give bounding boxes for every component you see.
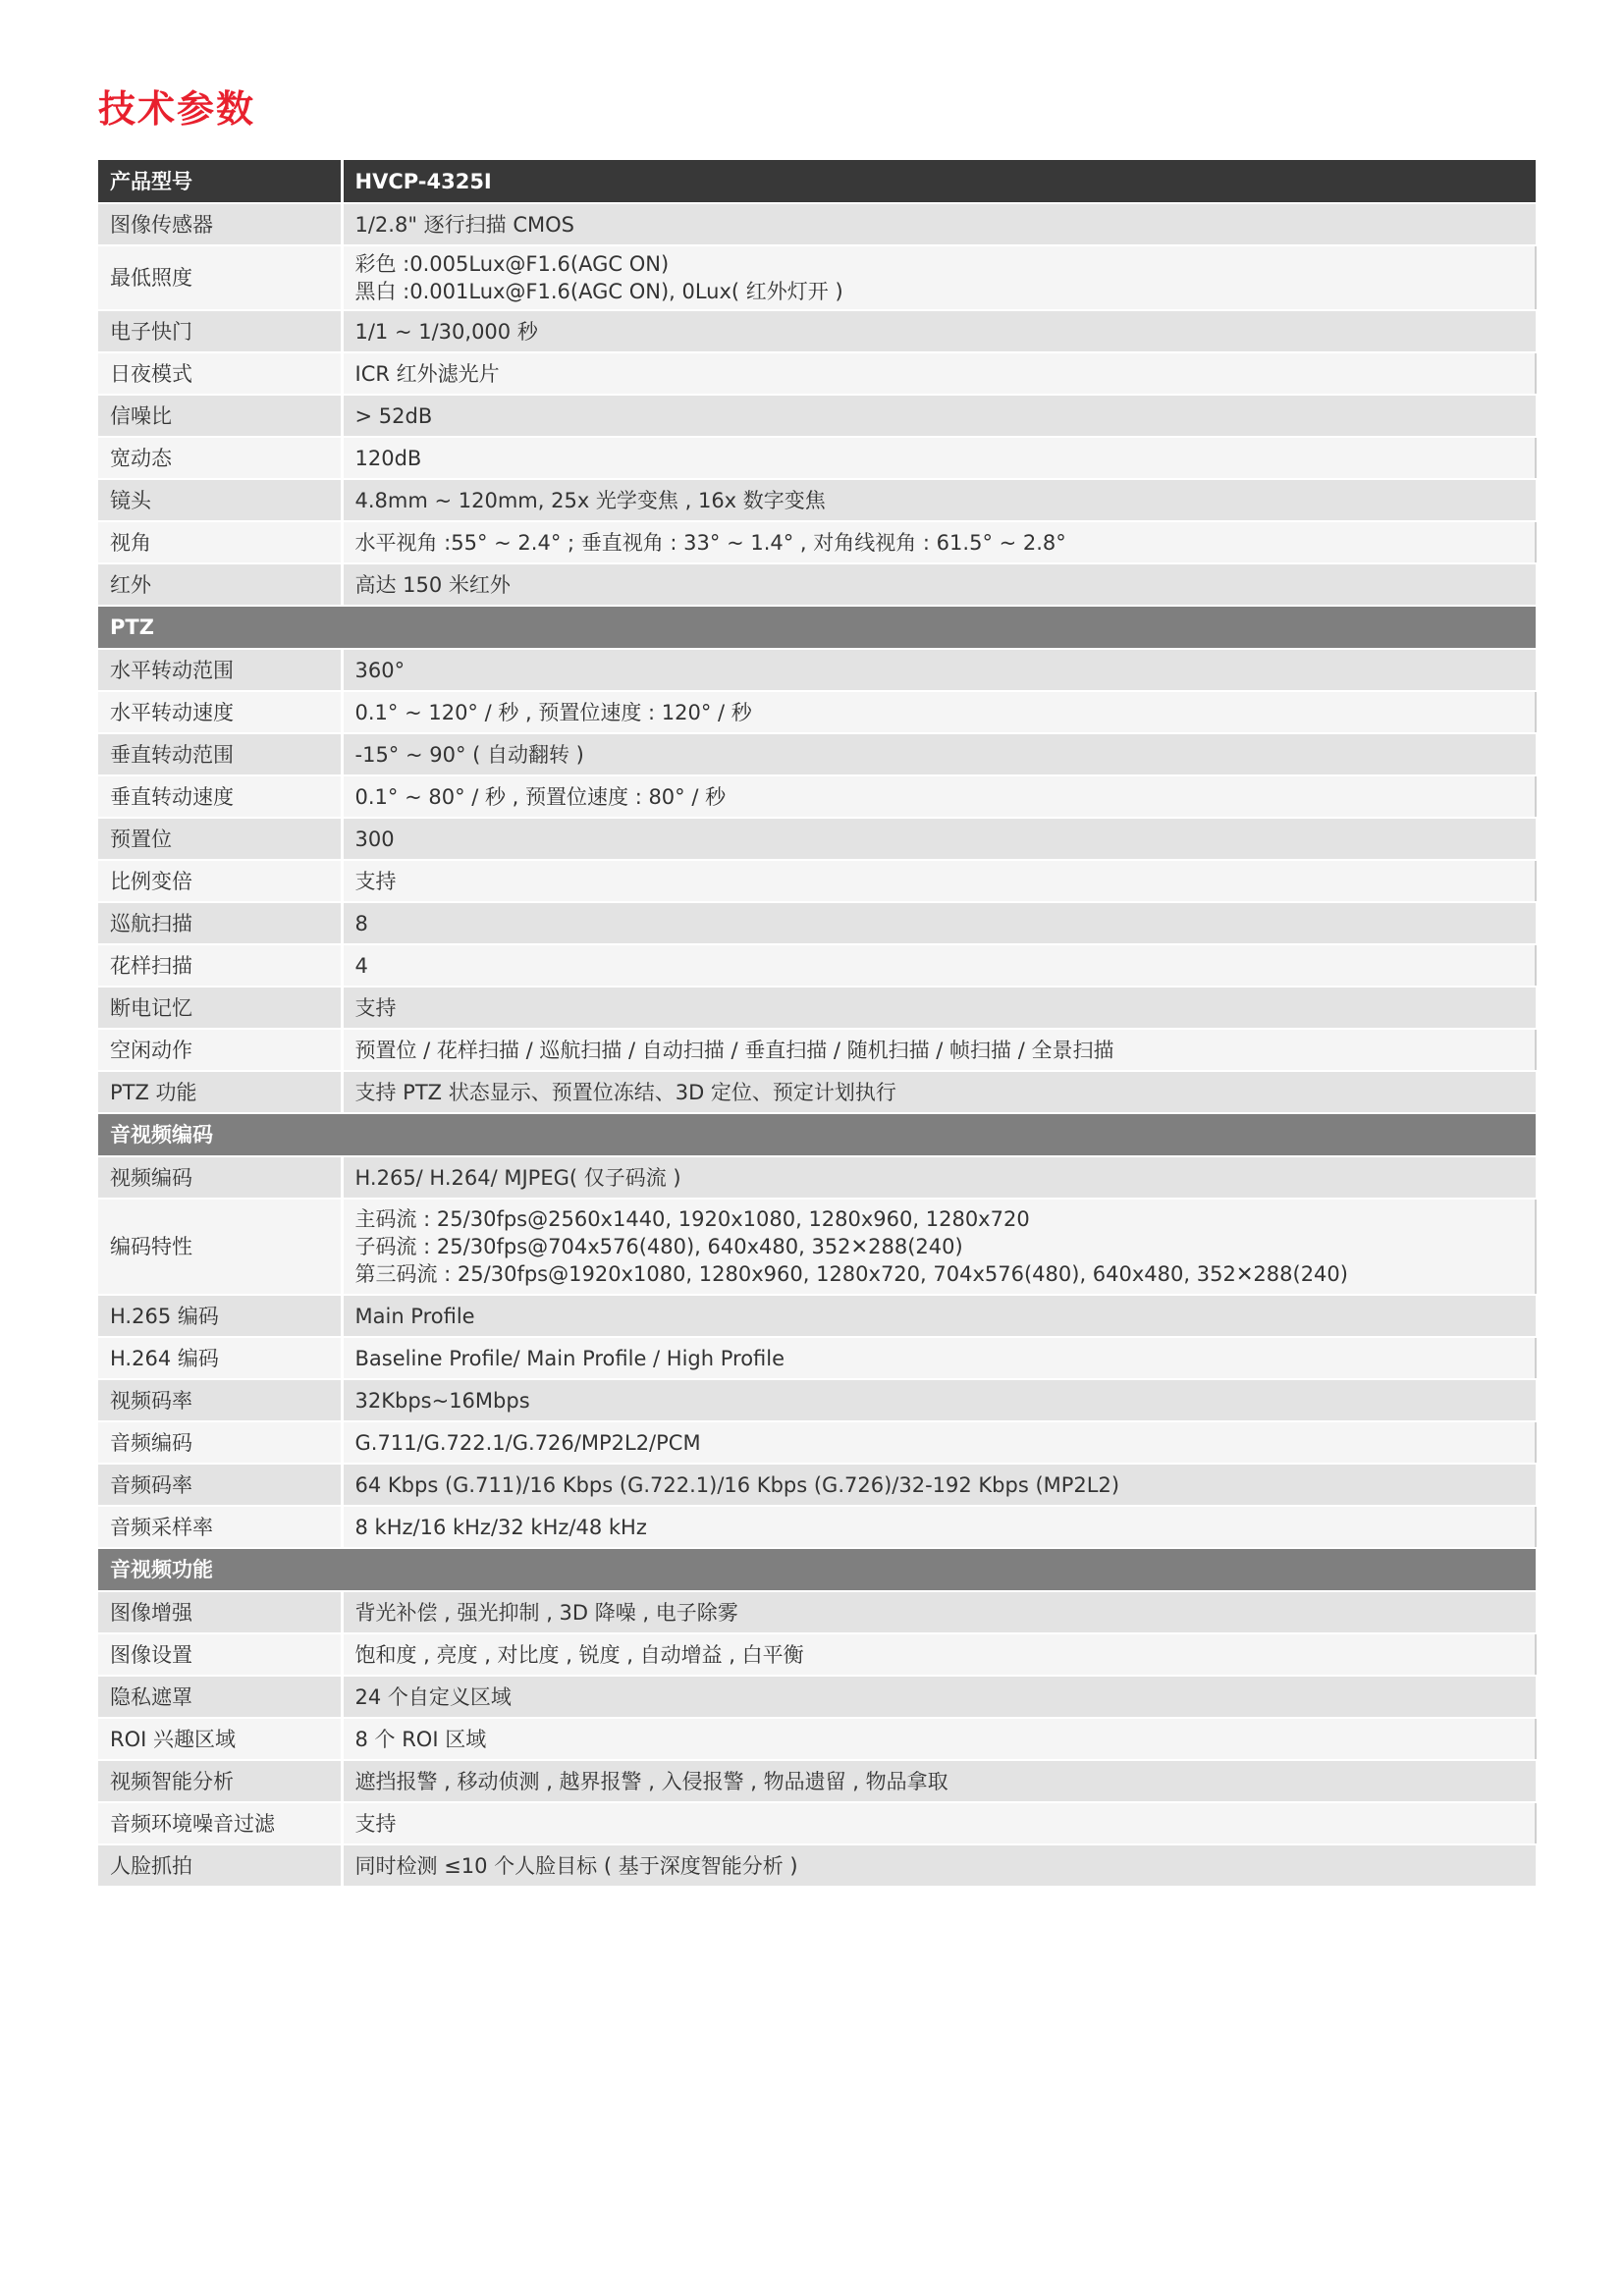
spec-value-line: 300 — [354, 827, 395, 851]
spec-value-line: G.711/G.722.1/G.726/MP2L2/PCM — [354, 1430, 701, 1455]
spec-value — [342, 649, 1536, 691]
spec-value — [342, 1421, 1536, 1464]
spec-label: 视频智能分析 — [98, 1760, 342, 1802]
table-row — [98, 649, 1536, 691]
spec-label: 水平转动速度 — [98, 691, 342, 733]
table-row — [98, 944, 1536, 987]
spec-label: 编码特性 — [98, 1199, 342, 1295]
spec-label: 电子快门 — [98, 310, 342, 352]
table-row — [98, 1844, 1536, 1887]
spec-label: H.264 编码 — [98, 1337, 342, 1379]
spec-value — [342, 1071, 1536, 1113]
spec-label: 红外 — [98, 563, 342, 606]
table-row — [98, 902, 1536, 944]
spec-value — [342, 818, 1536, 860]
spec-value-line: 360° — [354, 658, 406, 682]
table-row — [98, 733, 1536, 775]
spec-value — [342, 1506, 1536, 1548]
spec-label: 预置位 — [98, 818, 342, 860]
spec-label: 镜头 — [98, 479, 342, 521]
table-row — [98, 1029, 1536, 1071]
spec-value-line: 遮挡报警 , 移动侦测 , 越界报警 , 入侵报警 , 物品遗留 , 物品拿取 — [354, 1769, 948, 1793]
spec-value — [342, 479, 1536, 521]
spec-value-line: 黑白 :0.001Lux@F1.6(AGC ON), 0Lux( 红外灯开 ) — [354, 280, 843, 303]
table-row — [98, 563, 1536, 606]
spec-value-line: > 52dB — [354, 403, 433, 428]
spec-value — [342, 352, 1536, 395]
spec-value-line: 第三码流 : 25/30fps@1920x1080, 1280x960, 1280x720, 704x576(480), 640x480, 352✕288(240) — [354, 1262, 1348, 1286]
spec-label: 音频环境噪音过滤 — [98, 1802, 342, 1844]
spec-label: 空闲动作 — [98, 1029, 342, 1071]
page-title: 技术参数 — [98, 87, 256, 131]
table-row — [98, 1633, 1536, 1676]
spec-value-line: -15° ~ 90° ( 自动翻转 ) — [354, 742, 584, 767]
spec-value-line: 8 个 ROI 区域 — [354, 1727, 487, 1751]
spec-value — [342, 987, 1536, 1029]
table-row — [98, 1156, 1536, 1199]
spec-label: PTZ 功能 — [98, 1071, 342, 1113]
spec-label: 断电记忆 — [98, 987, 342, 1029]
spec-value-line: 24 个自定义区域 — [354, 1684, 512, 1709]
spec-label: 水平转动范围 — [98, 649, 342, 691]
spec-value — [342, 1337, 1536, 1379]
spec-label: 图像增强 — [98, 1591, 342, 1633]
spec-value-line: 支持 — [354, 869, 397, 893]
spec-value — [342, 902, 1536, 944]
section-header-row — [98, 606, 1536, 649]
table-row — [98, 818, 1536, 860]
spec-value-line: 彩色 :0.005Lux@F1.6(AGC ON) — [354, 252, 670, 276]
spec-label: 图像设置 — [98, 1633, 342, 1676]
spec-label: 音频采样率 — [98, 1506, 342, 1548]
spec-label: 音频编码 — [98, 1421, 342, 1464]
spec-value — [342, 1718, 1536, 1760]
table-row — [98, 1591, 1536, 1633]
spec-value-line: 8 kHz/16 kHz/32 kHz/48 kHz — [354, 1515, 647, 1539]
spec-label: 人脸抓拍 — [98, 1844, 342, 1887]
spec-value-line: 1/2.8" 逐行扫描 CMOS — [354, 212, 574, 237]
table-row — [98, 1199, 1536, 1295]
table-row — [98, 245, 1536, 310]
table-row — [98, 479, 1536, 521]
spec-value-line: 背光补偿 , 强光抑制 , 3D 降噪 , 电子除雾 — [354, 1600, 738, 1625]
table-row — [98, 1295, 1536, 1337]
spec-table-body — [98, 160, 1536, 1887]
spec-value-line: 主码流 : 25/30fps@2560x1440, 1920x1080, 1280x960, 1280x720 — [354, 1207, 1030, 1231]
spec-value — [342, 860, 1536, 902]
spec-label: 巡航扫描 — [98, 902, 342, 944]
spec-value — [342, 1156, 1536, 1199]
spec-label: 音频码率 — [98, 1464, 342, 1506]
spec-value-line: 饱和度 , 亮度 , 对比度 , 锐度 , 自动增益 , 白平衡 — [354, 1642, 804, 1667]
spec-value — [342, 1844, 1536, 1887]
table-row — [98, 1760, 1536, 1802]
spec-label: 宽动态 — [98, 437, 342, 479]
spec-value — [342, 1295, 1536, 1337]
spec-label: 图像传感器 — [98, 203, 342, 245]
spec-value — [342, 395, 1536, 437]
spec-value-line: 1/1 ~ 1/30,000 秒 — [354, 319, 538, 344]
table-row — [98, 395, 1536, 437]
spec-value-line: 支持 PTZ 状态显示、预置位冻结、3D 定位、预定计划执行 — [354, 1080, 896, 1104]
table-row — [98, 352, 1536, 395]
spec-value — [342, 1464, 1536, 1506]
spec-value-line: 子码流 : 25/30fps@704x576(480), 640x480, 352✕288(240) — [354, 1235, 963, 1258]
spec-value-line: 4 — [354, 953, 368, 978]
table-row — [98, 203, 1536, 245]
table-row — [98, 1676, 1536, 1718]
spec-value-line: 支持 — [354, 1811, 397, 1836]
spec-value — [342, 310, 1536, 352]
spec-label: 比例变倍 — [98, 860, 342, 902]
table-header-row — [98, 160, 1536, 203]
spec-value — [342, 245, 1536, 310]
table-row — [98, 1506, 1536, 1548]
section-title: PTZ — [98, 606, 1536, 649]
spec-value — [342, 563, 1536, 606]
section-title: 音视频功能 — [98, 1548, 1536, 1591]
table-row — [98, 1718, 1536, 1760]
spec-value-line: 0.1° ~ 120° / 秒 , 预置位速度 : 120° / 秒 — [354, 700, 752, 724]
spec-value — [342, 1379, 1536, 1421]
spec-label: 最低照度 — [98, 245, 342, 310]
table-row — [98, 860, 1536, 902]
spec-label: H.265 编码 — [98, 1295, 342, 1337]
spec-label: 视角 — [98, 521, 342, 563]
spec-label: 垂直转动速度 — [98, 775, 342, 818]
table-row — [98, 775, 1536, 818]
table-row — [98, 1464, 1536, 1506]
spec-label: 花样扫描 — [98, 944, 342, 987]
table-row — [98, 1421, 1536, 1464]
table-row — [98, 1071, 1536, 1113]
spec-value — [342, 944, 1536, 987]
spec-label: 信噪比 — [98, 395, 342, 437]
section-header-row — [98, 1113, 1536, 1156]
table-row — [98, 987, 1536, 1029]
spec-value — [342, 775, 1536, 818]
table-row — [98, 310, 1536, 352]
section-title: 音视频编码 — [98, 1113, 1536, 1156]
spec-value — [342, 1591, 1536, 1633]
table-row — [98, 1379, 1536, 1421]
spec-value-line: Main Profile — [354, 1304, 475, 1328]
spec-value-line: 0.1° ~ 80° / 秒 , 预置位速度 : 80° / 秒 — [354, 784, 727, 809]
spec-value — [342, 1199, 1536, 1295]
section-header-row — [98, 1548, 1536, 1591]
spec-label: 隐私遮罩 — [98, 1676, 342, 1718]
spec-label: 垂直转动范围 — [98, 733, 342, 775]
spec-value-line: 32Kbps~16Mbps — [354, 1388, 530, 1413]
header-value: HVCP-4325I — [342, 160, 1536, 203]
table-row — [98, 1337, 1536, 1379]
spec-label: 日夜模式 — [98, 352, 342, 395]
table-row — [98, 691, 1536, 733]
spec-label: 视频编码 — [98, 1156, 342, 1199]
table-row — [98, 1802, 1536, 1844]
spec-value-line: H.265/ H.264/ MJPEG( 仅子码流 ) — [354, 1165, 681, 1190]
spec-value-line: ICR 红外滤光片 — [354, 361, 500, 386]
table-row — [98, 521, 1536, 563]
spec-value-line: Baseline Profile/ Main Profile / High Profile — [354, 1346, 785, 1370]
spec-value — [342, 733, 1536, 775]
spec-table — [98, 160, 1537, 1888]
spec-value — [342, 203, 1536, 245]
spec-value-line: 支持 — [354, 995, 397, 1020]
spec-value — [342, 1676, 1536, 1718]
spec-value-line: 水平视角 :55° ~ 2.4° ; 垂直视角 : 33° ~ 1.4° , 对角线视角 : 61.5° ~ 2.8° — [354, 530, 1066, 555]
spec-value-line: 4.8mm ~ 120mm, 25x 光学变焦 , 16x 数字变焦 — [354, 488, 826, 512]
spec-label: ROI 兴趣区域 — [98, 1718, 342, 1760]
spec-value — [342, 691, 1536, 733]
spec-value — [342, 1760, 1536, 1802]
spec-value-line: 预置位 / 花样扫描 / 巡航扫描 / 自动扫描 / 垂直扫描 / 随机扫描 / 帧扫描 / 全景扫描 — [354, 1038, 1114, 1062]
spec-value-line: 8 — [354, 911, 368, 935]
spec-value-line: 120dB — [354, 446, 422, 470]
header-label: 产品型号 — [98, 160, 342, 203]
spec-value-line: 同时检测 ≤10 个人脸目标 ( 基于深度智能分析 ) — [354, 1853, 798, 1878]
spec-value — [342, 1029, 1536, 1071]
spec-label: 视频码率 — [98, 1379, 342, 1421]
spec-value — [342, 1633, 1536, 1676]
spec-value — [342, 437, 1536, 479]
spec-value — [342, 521, 1536, 563]
spec-value-line: 高达 150 米红外 — [354, 572, 511, 597]
spec-value-line: 64 Kbps (G.711)/16 Kbps (G.722.1)/16 Kbps (G.726)/32-192 Kbps (MP2L2) — [354, 1472, 1120, 1497]
spec-value — [342, 1802, 1536, 1844]
table-row — [98, 437, 1536, 479]
